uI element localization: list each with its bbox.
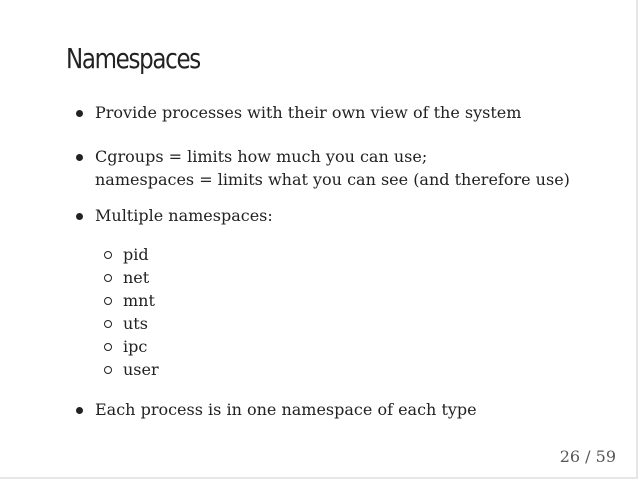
circle-bullet-icon	[104, 297, 112, 305]
bullet-text-line-1: Cgroups = limits how much you can use;	[95, 147, 428, 166]
page-number	[560, 447, 616, 467]
bullet-text: Multiple namespaces:	[95, 206, 273, 225]
circle-bullet-icon	[104, 320, 112, 328]
sub-list-text: user	[123, 360, 159, 379]
page-separator: /	[585, 447, 591, 466]
slide-title: Namespaces	[66, 42, 200, 75]
bullet-text-line-2: namespaces = limits what you can see (and therefore use)	[95, 170, 570, 189]
total-pages: 59	[595, 447, 616, 466]
circle-bullet-icon	[104, 366, 112, 374]
bullet-dot-icon	[76, 154, 83, 161]
bullet-dot-icon	[76, 407, 83, 414]
circle-bullet-icon	[104, 251, 112, 259]
sub-list-text: pid	[123, 245, 149, 264]
circle-bullet-icon	[104, 343, 112, 351]
sub-list-text: mnt	[123, 291, 155, 310]
current-page: 26	[559, 447, 581, 466]
bullet-text: Each process is in one namespace of each type	[95, 400, 477, 419]
sub-list-text: ipc	[123, 337, 148, 356]
bullet-dot-icon	[76, 213, 83, 220]
bullet-text: Provide processes with their own view of the system	[95, 103, 522, 122]
circle-bullet-icon	[104, 274, 112, 282]
sub-list-text: uts	[123, 314, 148, 333]
bullet-dot-icon	[76, 110, 83, 117]
sub-list-text: net	[123, 268, 150, 287]
